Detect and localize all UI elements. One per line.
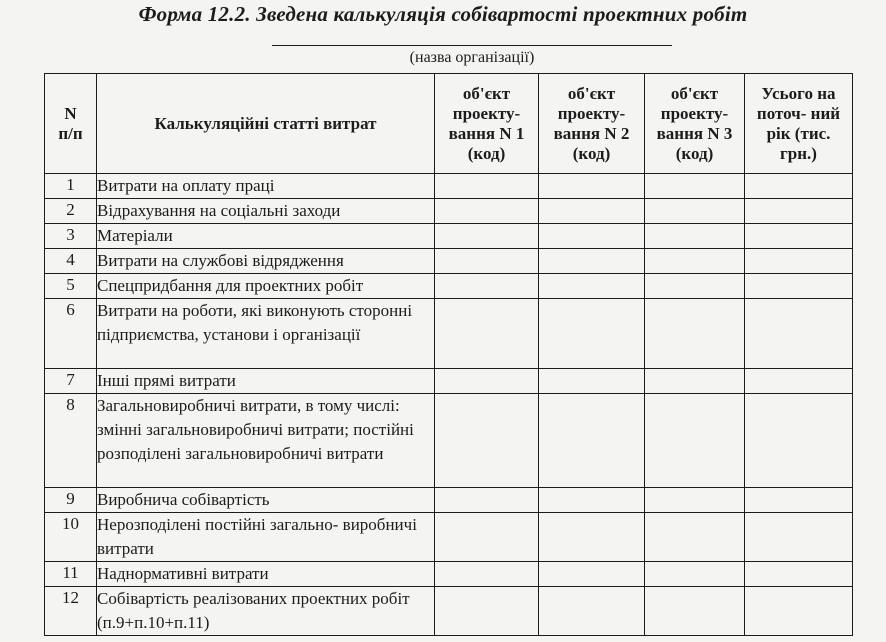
organization-caption: (назва організації)	[409, 49, 535, 66]
header-object-3: об'єкт проекту- вання N 3 (код)	[645, 74, 745, 174]
value-cell-object-3[interactable]	[645, 199, 745, 224]
table-row	[45, 587, 853, 636]
value-cell-object-3[interactable]	[645, 299, 745, 369]
value-cell-object-2[interactable]	[539, 224, 645, 249]
value-cell-object-2[interactable]	[539, 174, 645, 199]
row-number: 10	[45, 513, 97, 562]
value-cell-object-2[interactable]	[539, 587, 645, 636]
row-number: 1	[45, 174, 97, 199]
cost-calculation-table	[44, 73, 853, 636]
value-cell-object-3[interactable]	[645, 513, 745, 562]
value-cell-total[interactable]	[745, 369, 853, 394]
row-number: 5	[45, 274, 97, 299]
cost-item-name: Спецпридбання для проектних робіт	[97, 274, 435, 299]
value-cell-object-2[interactable]	[539, 562, 645, 587]
header-row	[45, 74, 853, 174]
value-cell-object-1[interactable]	[435, 174, 539, 199]
value-cell-object-1[interactable]	[435, 562, 539, 587]
value-cell-object-3[interactable]	[645, 224, 745, 249]
value-cell-object-1[interactable]	[435, 224, 539, 249]
cost-item-name: Витрати на оплату праці	[97, 174, 435, 199]
cost-item-name: Нерозподілені постійні загально- виробничі витрати	[97, 513, 435, 562]
value-cell-object-3[interactable]	[645, 488, 745, 513]
value-cell-total[interactable]	[745, 513, 853, 562]
value-cell-total[interactable]	[745, 587, 853, 636]
header-cost-item: Калькуляційні статті витрат	[97, 74, 435, 174]
value-cell-total[interactable]	[745, 249, 853, 274]
value-cell-object-1[interactable]	[435, 299, 539, 369]
cost-item-name: Витрати на службові відрядження	[97, 249, 435, 274]
row-number: 2	[45, 199, 97, 224]
table-row	[45, 369, 853, 394]
value-cell-object-3[interactable]	[645, 249, 745, 274]
header-num: N п/п	[45, 74, 97, 174]
form-title: Форма 12.2. Зведена калькуляція собівартості проектних робіт	[138, 2, 748, 26]
table-row	[45, 299, 853, 369]
value-cell-object-1[interactable]	[435, 513, 539, 562]
value-cell-object-1[interactable]	[435, 369, 539, 394]
value-cell-total[interactable]	[745, 224, 853, 249]
value-cell-object-2[interactable]	[539, 513, 645, 562]
value-cell-object-1[interactable]	[435, 199, 539, 224]
value-cell-total[interactable]	[745, 174, 853, 199]
cost-item-name: Матеріали	[97, 224, 435, 249]
value-cell-total[interactable]	[745, 199, 853, 224]
value-cell-object-2[interactable]	[539, 369, 645, 394]
value-cell-object-1[interactable]	[435, 249, 539, 274]
value-cell-total[interactable]	[745, 299, 853, 369]
organization-name-line	[272, 45, 672, 46]
table-row	[45, 274, 853, 299]
row-number: 9	[45, 488, 97, 513]
table-body	[45, 174, 853, 636]
row-number: 6	[45, 299, 97, 369]
cost-item-name: Загальновиробничі витрати, в тому числі: змінні загальновиробничі витрати; постійні розподілені загальновиробничі витрати	[97, 394, 435, 488]
value-cell-total[interactable]	[745, 562, 853, 587]
value-cell-object-3[interactable]	[645, 394, 745, 488]
header-total: Усього на поточ- ний рік (тис. грн.)	[745, 74, 853, 174]
cost-item-name: Виробнича собівартість	[97, 488, 435, 513]
value-cell-total[interactable]	[745, 488, 853, 513]
value-cell-total[interactable]	[745, 394, 853, 488]
table-row	[45, 488, 853, 513]
row-number: 11	[45, 562, 97, 587]
table-row	[45, 199, 853, 224]
value-cell-object-2[interactable]	[539, 394, 645, 488]
value-cell-object-2[interactable]	[539, 274, 645, 299]
header-object-1: об'єкт проекту- вання N 1 (код)	[435, 74, 539, 174]
row-number: 4	[45, 249, 97, 274]
value-cell-total[interactable]	[745, 274, 853, 299]
value-cell-object-2[interactable]	[539, 199, 645, 224]
value-cell-object-1[interactable]	[435, 587, 539, 636]
cost-item-name: Витрати на роботи, які виконують сторонні підприємства, установи і організації	[97, 299, 435, 369]
cost-item-name: Наднормативні витрати	[97, 562, 435, 587]
table-row	[45, 394, 853, 488]
cost-item-name: Відрахування на соціальні заходи	[97, 199, 435, 224]
value-cell-object-2[interactable]	[539, 488, 645, 513]
row-number: 8	[45, 394, 97, 488]
value-cell-object-3[interactable]	[645, 587, 745, 636]
table-row	[45, 513, 853, 562]
value-cell-object-3[interactable]	[645, 274, 745, 299]
row-number: 7	[45, 369, 97, 394]
table-row	[45, 562, 853, 587]
value-cell-object-3[interactable]	[645, 562, 745, 587]
value-cell-object-1[interactable]	[435, 394, 539, 488]
row-number: 12	[45, 587, 97, 636]
table-row	[45, 224, 853, 249]
value-cell-object-3[interactable]	[645, 369, 745, 394]
value-cell-object-3[interactable]	[645, 174, 745, 199]
value-cell-object-2[interactable]	[539, 249, 645, 274]
header-object-2: об'єкт проекту- вання N 2 (код)	[539, 74, 645, 174]
value-cell-object-1[interactable]	[435, 488, 539, 513]
value-cell-object-2[interactable]	[539, 299, 645, 369]
row-number: 3	[45, 224, 97, 249]
value-cell-object-1[interactable]	[435, 274, 539, 299]
table-row	[45, 249, 853, 274]
cost-item-name: Інші прямі витрати	[97, 369, 435, 394]
cost-item-name: Собівартість реалізованих проектних робіт (п.9+п.10+п.11)	[97, 587, 435, 636]
table-row	[45, 174, 853, 199]
